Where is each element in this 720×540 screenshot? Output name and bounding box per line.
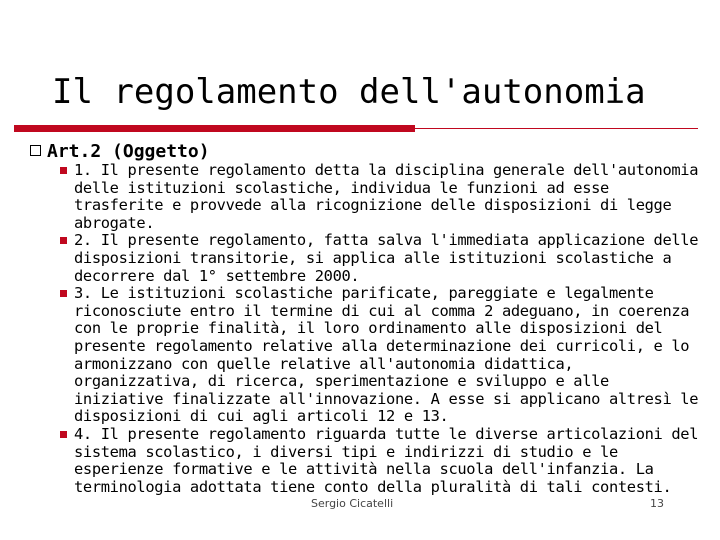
page-number: 13: [650, 497, 664, 510]
article-heading-text: Art.2 (Oggetto): [47, 141, 210, 162]
article-heading: [30, 141, 210, 163]
title-underline-bar: [14, 125, 415, 132]
red-square-bullet-icon: [60, 290, 67, 297]
list-item-text: 4. Il presente regolamento riguarda tutte le diverse articolazioni del sistema scolastico, i diversi tipi e indirizzi di studio e le esperienze formative e le attività nella scuola dell'infanzia. La terminologia adottata tiene conto della pluralità di tali contesti.: [74, 424, 699, 496]
title-underline-line: [415, 128, 698, 129]
hollow-square-bullet-icon: [30, 145, 41, 156]
list-item: [60, 162, 700, 232]
red-square-bullet-icon: [60, 237, 67, 244]
list-item-text: 1. Il presente regolamento detta la disciplina generale dell'autonomia delle istituzioni scolastiche, individua le funzioni ad esse trasferite e provvede alla ricognizione delle disposizioni di legge abrogate.: [74, 161, 699, 232]
red-square-bullet-icon: [60, 167, 67, 174]
list-item-text: 2. Il presente regolamento, fatta salva l'immediata applicazione delle disposizioni transitorie, si applica alle istituzioni scolastiche a decorrere dal 1° settembre 2000.: [74, 231, 699, 285]
list-item: [60, 285, 700, 426]
list-item: [60, 232, 700, 285]
list-item-text: 3. Le istituzioni scolastiche parificate, pareggiate e legalmente riconosciute entro il termine di cui al comma 2 adeguano, in coerenza con le proprie finalità, il loro ordinamento alle disposizioni del presente regolamento relative alla determinazione dei curricoli, e lo armonizzano con quelle relative all'autonomia didattica, organizzativa, di ricerca, sperimentazione e sviluppo e alle iniziative finalizzate all'innovazione. A esse si applicano altresì le disposizioni di cui agli articoli 12 e 13.: [74, 284, 699, 426]
list-item: [60, 426, 700, 496]
footer-author: Sergio Cicatelli: [311, 497, 394, 510]
red-square-bullet-icon: [60, 431, 67, 438]
slide-title: Il regolamento dell'autonomia: [52, 72, 646, 112]
article-items: [60, 162, 700, 496]
